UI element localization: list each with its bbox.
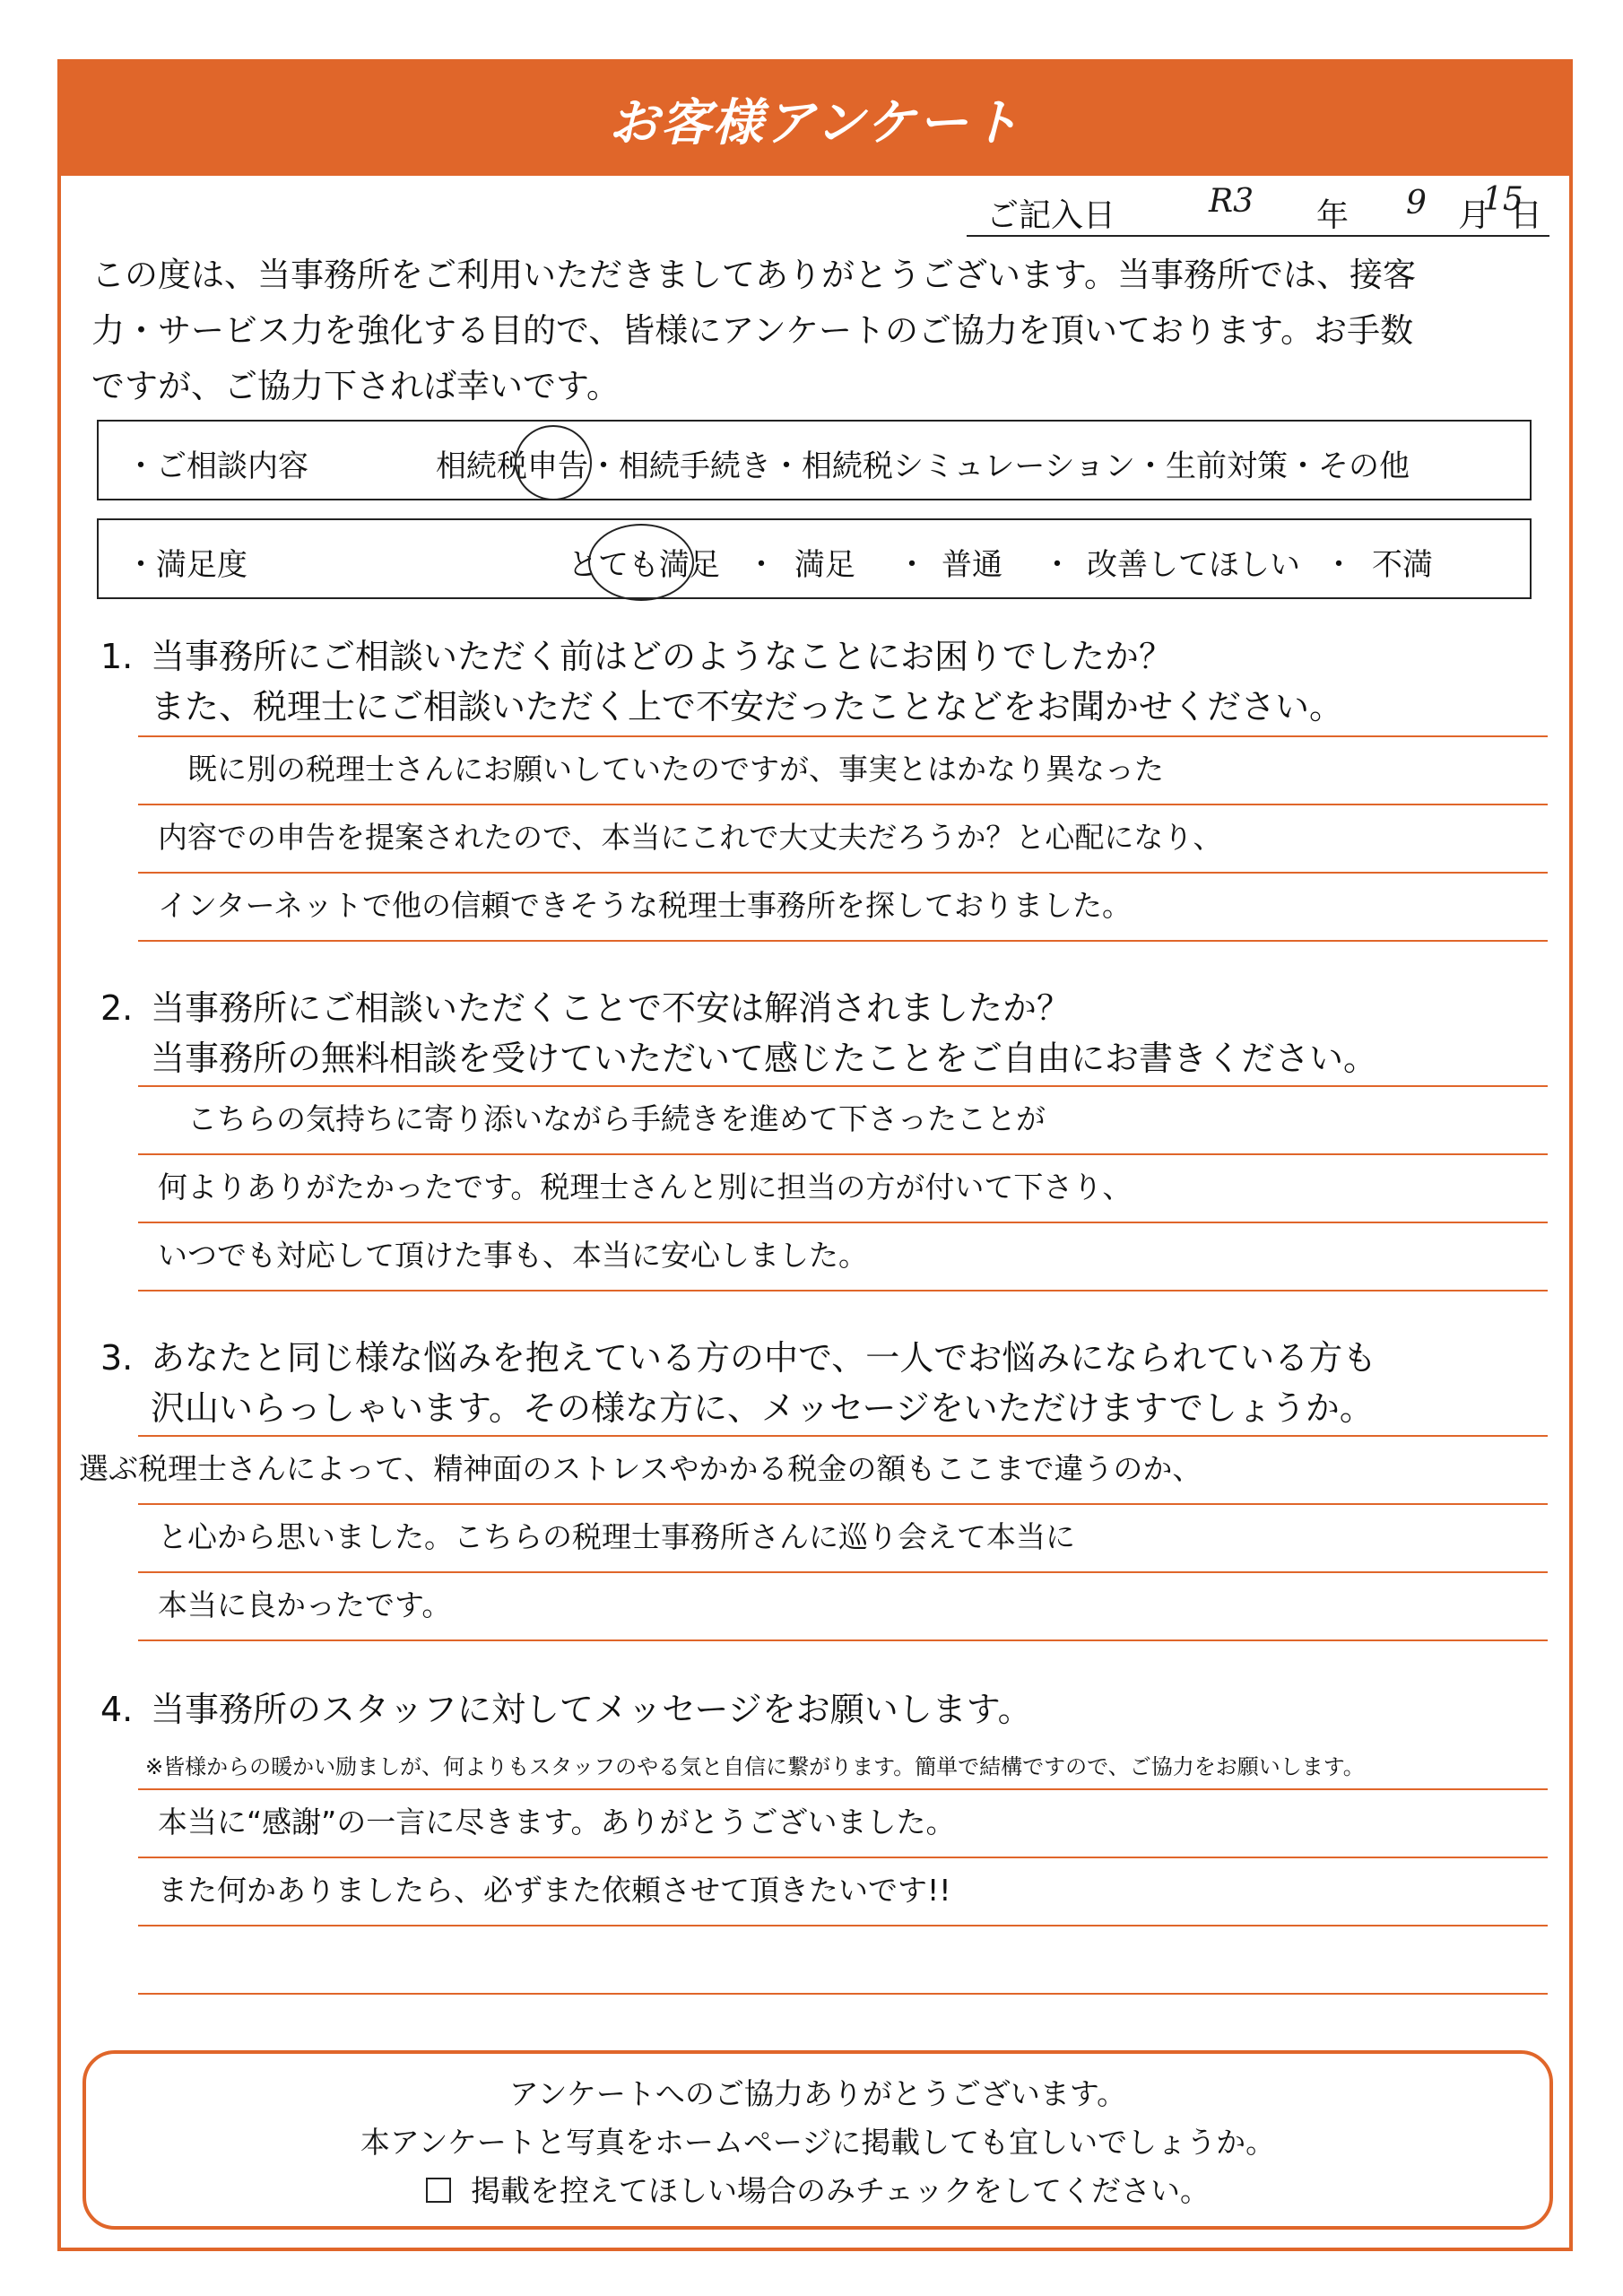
satisfaction-option-normal[interactable]: 普通: [942, 547, 1002, 583]
answer-rule: [138, 872, 1548, 874]
intro-text: [91, 248, 1544, 414]
answer-rule: [138, 940, 1548, 942]
consultation-label: ・ご相談内容: [126, 448, 308, 484]
question-4-note: ※皆様からの暖かい励ましが、何よりもスタッフのやる気と自信に繋がります。簡単で結構ですので、ご協力をお願いします。: [145, 1754, 1365, 1779]
question-4: [100, 1684, 1032, 1735]
publish-opt-out-checkbox[interactable]: [426, 2178, 451, 2203]
satisfaction-separator: ・: [746, 547, 777, 583]
intro-line: ですが、ご協力下されば幸いです。: [91, 367, 621, 405]
date-month-value[interactable]: 9: [1406, 185, 1427, 222]
footer-permission-question: 本アンケートと写真をホームページに掲載しても宜しいでしょうか。: [360, 2125, 1276, 2160]
answer-rule: [138, 804, 1548, 805]
footer-box: [82, 2050, 1553, 2230]
answer-rule: [138, 1639, 1548, 1641]
date-label: ご記入日: [986, 197, 1116, 234]
satisfaction-option-very-satisfied[interactable]: とても満足: [568, 547, 720, 583]
question-2: [100, 983, 1377, 1083]
satisfaction-label: ・満足度: [126, 547, 247, 583]
intro-line: 力・サービス力を強化する目的で、皆様にアンケートのご協力を頂いております。お手数: [91, 311, 1414, 350]
consultation-box: [97, 420, 1532, 500]
page-title: お客様アンケート: [608, 94, 1022, 152]
answer-rule: [138, 1153, 1548, 1155]
survey-sheet: [57, 59, 1573, 2251]
question-3: [100, 1333, 1376, 1433]
date-day-value[interactable]: 15: [1482, 181, 1523, 218]
day-unit: 日: [1510, 197, 1543, 234]
answer-rule: [138, 1503, 1548, 1505]
date-row: [967, 181, 1549, 237]
question-number: 3.: [100, 1338, 134, 1378]
answer-rule: [138, 1435, 1548, 1437]
selection-circle: [515, 425, 592, 500]
checkbox-label: 掲載を控えてほしい場合のみチェックをしてください。: [470, 2173, 1210, 2208]
month-unit: 月: [1458, 197, 1491, 234]
date-era-value[interactable]: R3: [1209, 183, 1254, 220]
answer-line[interactable]: こちらの気持ちに寄り添いながら手続きを進めて下さったことが: [158, 1101, 1046, 1136]
answer-rule: [138, 1857, 1548, 1858]
intro-line: この度は、当事務所をご利用いただきましてありがとうございます。当事務所では、接客: [91, 256, 1417, 294]
question-text: 沢山いらっしゃいます。その様な方に、メッセージをいただけますでしょうか。: [151, 1388, 1374, 1428]
answer-line[interactable]: また何かありましたら、必ずまた依頼させて頂きたいです!!: [158, 1873, 951, 1908]
answer-line[interactable]: いつでも対応して頂けた事も、本当に安心しました。: [158, 1238, 868, 1273]
answer-line[interactable]: と心から思いました。こちらの税理士事務所さんに巡り会えて本当に: [158, 1519, 1075, 1554]
satisfaction-option-satisfied[interactable]: 満足: [794, 547, 855, 583]
answer-line[interactable]: 選ぶ税理士さんによって、精神面のストレスやかかる税金の額もここまで違うのか、: [79, 1451, 1202, 1486]
answer-rule: [138, 1788, 1548, 1790]
footer-checkbox-row: [86, 2167, 1549, 2215]
selection-circle: [588, 524, 694, 601]
answer-line[interactable]: 内容での申告を提案されたので、本当にこれで大丈夫だろうか？と心配になり、: [158, 820, 1223, 855]
question-number: 1.: [100, 637, 134, 676]
satisfaction-separator: ・: [1042, 547, 1072, 583]
question-text: また、税理士にご相談いただく上で不安だったことなどをお聞かせください。: [151, 687, 1344, 726]
question-number: 4.: [100, 1690, 134, 1729]
consultation-options: 相続税申告・相続手続き・相続税シミュレーション・生前対策・その他: [436, 448, 1410, 484]
answer-rule: [138, 1925, 1548, 1926]
answer-rule: [138, 1290, 1548, 1292]
year-unit: 年: [1316, 197, 1350, 234]
question-text: 当事務所のスタッフに対してメッセージをお願いします。: [151, 1690, 1032, 1729]
satisfaction-separator: ・: [1324, 547, 1354, 583]
answer-line[interactable]: 何よりありがたかったです。税理士さんと別に担当の方が付いて下さり、: [158, 1170, 1133, 1205]
answer-rule: [138, 1222, 1548, 1223]
satisfaction-separator: ・: [897, 547, 927, 583]
answer-rule: [138, 1993, 1548, 1995]
answer-line[interactable]: 本当に“感謝”の一言に尽きます。ありがとうございました。: [158, 1805, 956, 1839]
satisfaction-box: [97, 518, 1532, 599]
answer-rule: [138, 1571, 1548, 1573]
question-number: 2.: [100, 988, 134, 1028]
satisfaction-option-dissatisfied[interactable]: 不満: [1372, 547, 1433, 583]
answer-line[interactable]: 本当に良かったです。: [158, 1587, 452, 1622]
satisfaction-option-improve[interactable]: 改善してほしい: [1087, 547, 1300, 583]
answer-rule: [138, 735, 1548, 737]
question-text: 当事務所にご相談いただく前はどのようなことにお困りでしたか？: [151, 637, 1174, 676]
answer-line[interactable]: 既に別の税理士さんにお願いしていたのですが、事実とはかなり異なった: [158, 752, 1164, 787]
question-text: 当事務所にご相談いただくことで不安は解消されましたか？: [151, 988, 1072, 1028]
question-text: 当事務所の無料相談を受けていただいて感じたことをご自由にお書きください。: [151, 1039, 1378, 1078]
answer-line[interactable]: インターネットで他の信頼できそうな税理士事務所を探しておりました。: [158, 888, 1133, 923]
question-1: [100, 631, 1343, 732]
answer-rule: [138, 1085, 1548, 1087]
question-text: あなたと同じ様な悩みを抱えている方の中で、一人でお悩みになられている方も: [151, 1338, 1377, 1378]
header-banner: [61, 63, 1569, 176]
footer-thanks: アンケートへのご協力ありがとうございます。: [508, 2076, 1127, 2111]
